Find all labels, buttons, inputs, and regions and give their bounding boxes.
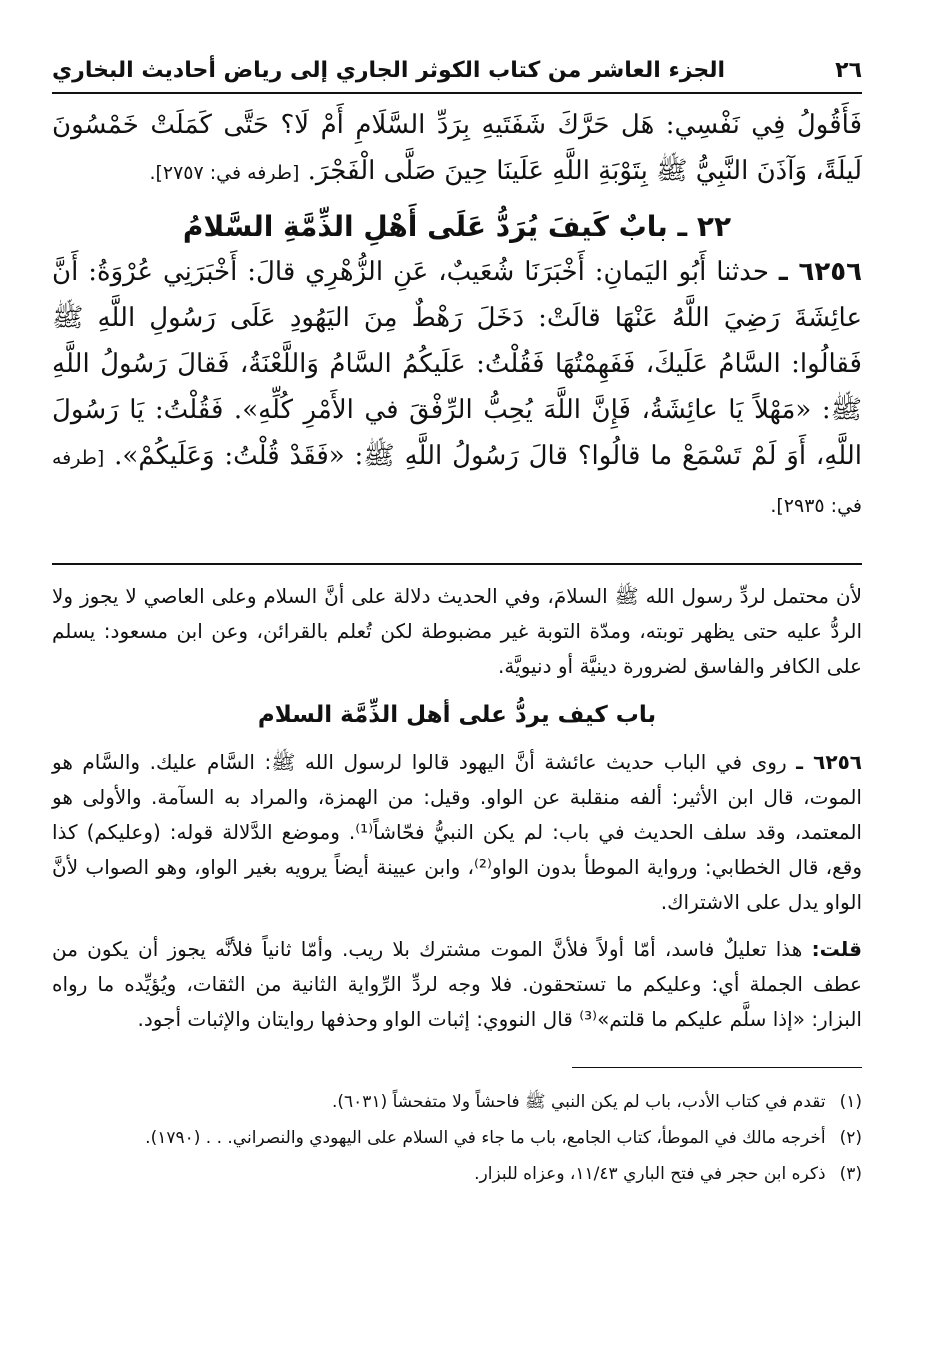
footnote-number: (١) [839,1092,862,1112]
commentary-paragraph-2-text: هذا تعليلٌ فاسد، أمّا أولاً فلأنَّ الموت مشترك بلا ريب. وأمّا ثانياً فلأنَّه يجوز أن يكون من عطف الجملة أي: وعليكم ما تستحقون. فلا وجه لردِّ الرِّواية الثانية من الثقات، ويُؤيِّده ما رواه البزار: «إذا سلَّم عليكم ما قلتم»⁽³⁾ قال النووي: إثبات الواو وحذفها روايتان والإثبات أجود. [52,937,862,1031]
footnote-number: (٢) [839,1128,862,1148]
book-page [52,50,862,1194]
commentary-chapter-title: باب كيف يردُّ على أهل الذِّمَّة السلام [257,702,657,728]
hadith-reference: [طرفه في: ٢٩٣٥]. [52,447,862,517]
footnote-number: (٣) [839,1164,862,1184]
commentary-hadith-number: ٦٢٥٦ ـ [796,750,862,774]
hadith-continuation-reference: [طرفه في: ٢٧٥٧]. [149,162,300,184]
footnote [52,1122,862,1154]
footnote-divider [572,1067,862,1068]
hadith-number: ٦٢٥٦ ـ [778,257,862,287]
chapter-title: ٢٢ ـ بابٌ كَيفَ يُرَدُّ عَلَى أَهْلِ الذِّمَّةِ السَّلامُ [182,210,732,243]
footnote-text: أخرجه مالك في الموطأ، كتاب الجامع، باب ما جاء في السلام على اليهودي والنصراني. . . (١٧٩٠). [145,1128,826,1148]
section-divider [52,563,862,565]
commentary-paragraph-1 [52,745,862,920]
book-title: الجزء العاشر من كتاب الكوثر الجاري إلى رياض أحاديث البخاري [52,57,726,83]
footnote [52,1158,862,1190]
commentary [52,579,862,1037]
commentary-intro: لأن محتمل لردِّ رسول الله ﷺ السلامَ، وفي الحديث دلالة على أنَّ السلام وعلى العاصي لا يجوز ولا الردُّ عليه حتى يظهر توبته، ومدّة التوبة غير مضبوطة لكن تُعلم بالقرائن، وعن ابن مسعود: يسلم على الكافر والفاسق لضرورة دينيَّة أو دنيويَّة. [52,584,862,678]
footnotes [52,1086,862,1190]
footnote-text: تقدم في كتاب الأدب، باب لم يكن النبي ﷺ فاحشاً ولا متفحشاً (٦٠٣١). [332,1092,826,1112]
running-header [52,50,862,94]
hadith-continuation-text: فَأَقُولُ فِي نَفْسِي: هَل حَرَّكَ شَفَتَيهِ بِرَدِّ السَّلَامِ أَمْ لَا؟ حَتَّى كَمَلَتْ خَمْسُونَ لَيلَةً، وَآذَنَ النَّبِيُّ ﷺ بِتَوْبَةِ اللَّهِ عَلَينَا حِينَ صَلَّى الْفَجْرَ. [52,110,862,186]
hadith-text: حدثنا أَبُو اليَمانِ: أَخْبَرَنَا شُعَيبٌ، عَنِ الزُّهْرِي قالَ: أَخْبَرَنِي عُرْوَةُ: أَنَّ عائِشَةَ رَضِيَ اللَّهُ عَنْهَا قالَتْ: دَخَلَ رَهْطٌ مِنَ اليَهُودِ عَلَى رَسُولِ اللَّهِ ﷺ فَقالُوا: السَّامُ عَلَيكَ، فَفَهِمْتُهَا فَقُلْتُ: عَلَيكُمُ السَّامُ وَاللَّعْنَةُ، فَقالَ رَسُولُ اللَّهِ ﷺ: «مَهْلاً يَا عائِشَةُ، فَإِنَّ اللَّهَ يُحِبُّ الرِّفْقَ في الأَمْرِ كُلِّهِ». فَقُلْتُ: يَا رَسُولَ اللَّهِ، أَوَ لَمْ تَسْمَعْ ما قالُوا؟ قالَ رَسُولُ اللَّهِ ﷺ: «فَقَدْ قُلْتُ: وَعَلَيكُمْ». [52,257,862,471]
footnote [52,1086,862,1118]
commentary-paragraph-1-text: روى في الباب حديث عائشة أنَّ اليهود قالوا لرسول الله ﷺ: السَّام عليك. والسَّام هو الموت، قال ابن الأثير: ألفه منقلبة عن الواو. وقيل: من الهمزة، والمراد به السآمة. والأولى هو المعتمد، وقد سلف الحديث في باب: لم يكن النبيُّ فحّاشاً⁽¹⁾. وموضع الدَّلالة قوله: (وعليكم) كذا وقع، قال الخطابي: ورواية الموطأ بدون الواو⁽²⁾، وابن عيينة أيضاً يرويه بغير الواو، وهو الصواب لأنَّ الواو يدل على الاشتراك. [52,750,862,914]
footnote-text: ذكره ابن حجر في فتح الباري ١١/٤٣، وعزاه للبزار. [474,1164,826,1184]
commentary-paragraph-2 [52,932,862,1037]
commentary-lead-word: قلت: [811,937,863,961]
hadith-continuation [52,102,862,196]
page-number: ٢٦ [835,57,862,83]
hadith-body [52,249,862,529]
